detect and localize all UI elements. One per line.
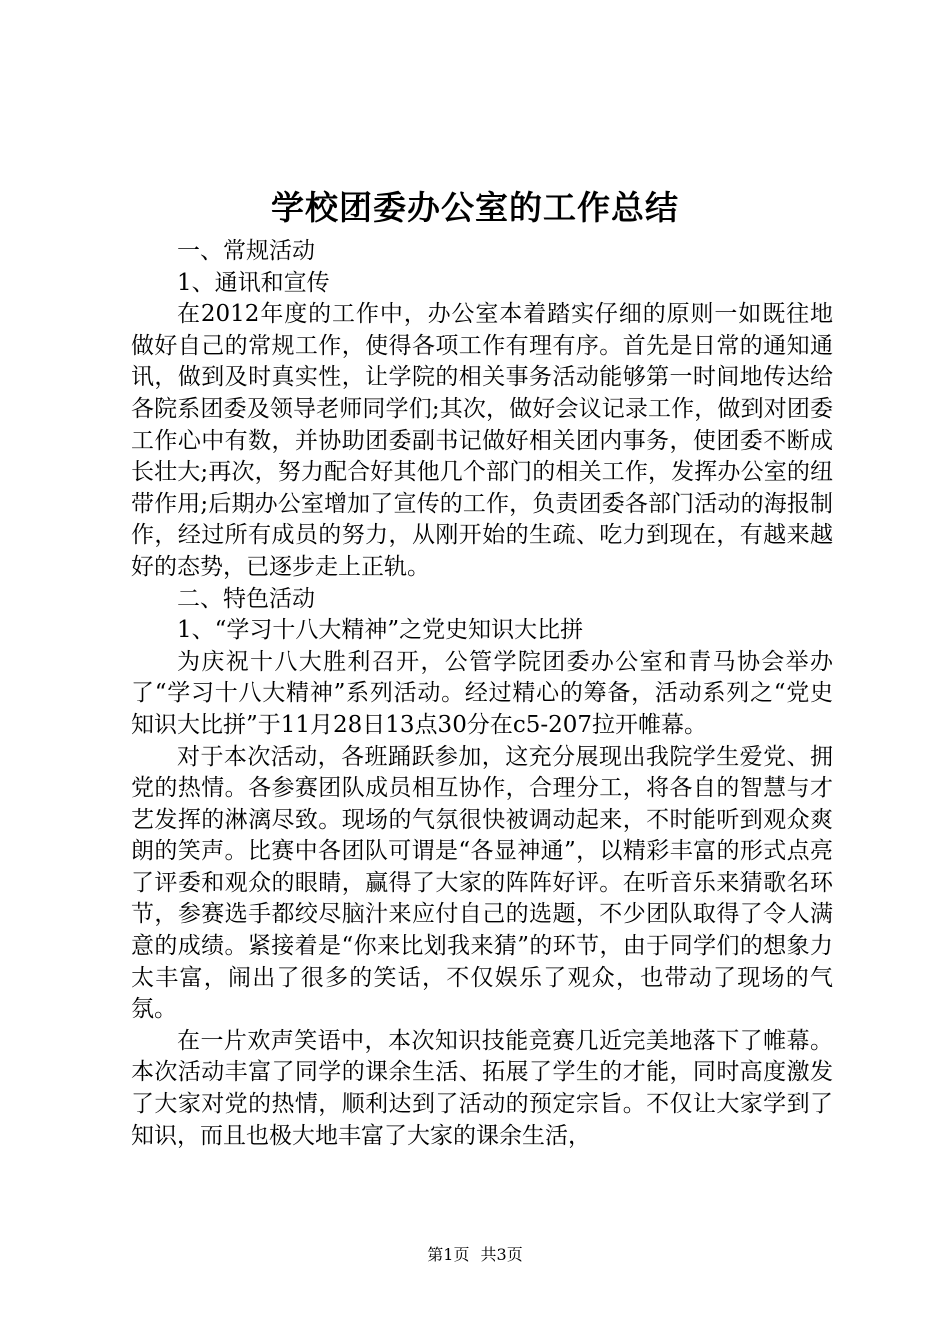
page-total: 共3页 [480,1245,523,1264]
subsection-heading: 1、“学习十八大精神”之党史知识大比拼 [177,617,584,644]
document-title: 学校团委办公室的工作总结 [271,188,679,227]
section-heading: 二、特色活动 [177,585,315,612]
paragraph: 为庆祝十八大胜利召开，公管学院团委办公室和青马协会举办了“学习十八大精神”系列活动。经过精心的筹备，活动系列之“党史知识大比拼”于11月28日13点30分在c5-207拉开帷幕。 [131,648,833,738]
paragraph: 在2012年度的工作中，办公室本着踏实仔细的原则一如既往地做好自己的常规工作，使得各项工作有理有序。首先是日常的通知通讯，做到及时真实性，让学院的相关事务活动能够第一时间地传达给各院系团委及领导老师同学们;其次，做好会议记录工作，做到对团委工作心中有数，并协助团委副书记做好相关团内事务，使团委不断成长壮大;再次，努力配合好其他几个部门的相关工作，发挥办公室的纽带作用;后期办公室增加了宣传的工作，负责团委各部门活动的海报制作，经过所有成员的努力，从刚开始的生疏、吃力到现在，有越来越好的态势，已逐步走上正轨。 [131,301,833,580]
page-footer [0,1244,950,1266]
document-body [131,236,833,1152]
section-heading: 一、常规活动 [177,238,315,264]
page-number: 第1页 [427,1245,470,1264]
paragraph: 在一片欢声笑语中，本次知识技能竞赛几近完美地落下了帷幕。本次活动丰富了同学的课余生活、拓展了学生的才能，同时高度激发了大家对党的热情，顺利达到了活动的预定宗旨。不仅让大家学到了知识，而且也极大地丰富了大家的课余生活， [131,1027,833,1149]
subsection-heading: 1、通讯和宣传 [177,269,330,296]
paragraph: 对于本次活动，各班踊跃参加，这充分展现出我院学生爱党、拥党的热情。各参赛团队成员相互协作，合理分工，将各自的智慧与才艺发挥的淋漓尽致。现场的气氛很快被调动起来，不时能听到观众爽朗的笑声。比赛中各团队可谓是“各显神通”，以精彩丰富的形式点亮了评委和观众的眼睛，赢得了大家的阵阵好评。在听音乐来猜歌名环节，参赛选手都绞尽脑汁来应付自己的选题，不少团队取得了令人满意的成绩。紧接着是“你来比划我来猜”的环节，由于同学们的想象力太丰富，闹出了很多的笑话，不仅娱乐了观众，也带动了现场的气氛。 [131,743,833,1023]
